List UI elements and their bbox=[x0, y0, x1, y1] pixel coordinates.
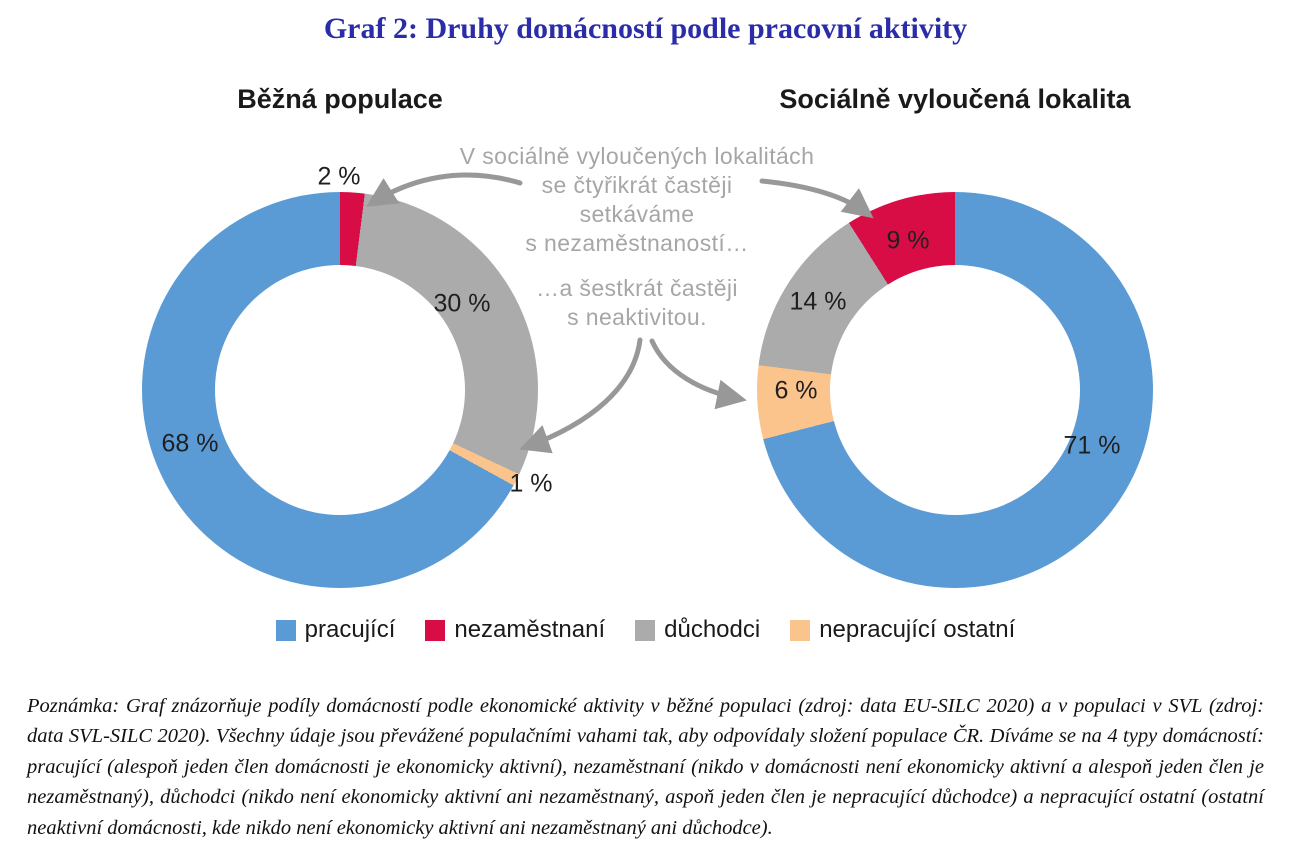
legend-item-nezamestnani bbox=[425, 616, 605, 644]
legend-item-duchodci bbox=[635, 616, 760, 644]
arrow-to-left-orange-slice-icon bbox=[526, 340, 640, 447]
arrow-to-right-orange-slice-icon bbox=[652, 341, 740, 399]
slice-label-right-pracujici: 71 % bbox=[1063, 431, 1121, 460]
chart-legend bbox=[0, 616, 1291, 644]
left-chart-title: Běžná populace bbox=[237, 84, 443, 114]
legend-swatch-blue-icon bbox=[276, 620, 296, 641]
right-chart-title: Sociálně vyloučená lokalita bbox=[779, 84, 1131, 114]
annotation-line: s nezaměstnaností… bbox=[525, 230, 749, 256]
slice-label-left-duchodci: 30 % bbox=[433, 289, 491, 318]
slice-label-left-pracujici: 68 % bbox=[161, 429, 219, 458]
legend-label: nepracující ostatní bbox=[819, 616, 1016, 643]
legend-label: nezaměstnaní bbox=[454, 616, 606, 643]
legend-item-pracujici bbox=[276, 616, 396, 644]
slice-label-right-duchodci: 14 % bbox=[789, 287, 847, 316]
legend-label: pracující bbox=[304, 616, 396, 643]
legend-label: důchodci bbox=[664, 616, 761, 643]
annotation-line: se čtyřikrát častěji bbox=[541, 172, 733, 198]
slice-label-right-nepracujici: 6 % bbox=[774, 376, 818, 405]
annotation-unemployment bbox=[397, 142, 877, 258]
legend-swatch-orange-icon bbox=[790, 620, 810, 641]
chart-main-title: Graf 2: Druhy domácností podle pracovní aktivity bbox=[323, 12, 968, 45]
slice-label-left-nezamestnani: 2 % bbox=[317, 162, 361, 191]
legend-swatch-red-icon bbox=[425, 620, 445, 641]
annotation-line: …a šestkrát častěji bbox=[536, 275, 738, 301]
annotation-line: setkáváme bbox=[579, 201, 695, 227]
legend-item-nepracujici-ostatni bbox=[790, 616, 1015, 644]
annotation-inactivity bbox=[397, 274, 877, 332]
slice-label-left-nepracujici: 1 % bbox=[509, 469, 553, 498]
legend-swatch-gray-icon bbox=[635, 620, 655, 641]
footnote: Poznámka: Graf znázorňuje podíly domácností podle ekonomické aktivity v běžné populaci (zdroj: data EU-SILC 2020) a v populaci v SVL (zdroj: data SVL-SILC 2020). Všechny údaje jsou převážené populačními vahami tak, aby odpovídaly složení populace ČR. Díváme se na 4 typy domácností: pracující (alespoň jeden člen domácnosti je ekonomicky aktivní), nezaměstnaní (nikdo v domácnosti není ekonomicky aktivní a alespoň jeden člen je nezaměstnaný), důchodci (nikdo není ekonomicky aktivní ani nezaměstnaný, aspoň jeden člen je nepracující důchodce) a nepracující ostatní (ostatní neaktivní domácnosti, kde nikdo není ekonomicky aktivní ani nezaměstnaný ani důchodce). bbox=[27, 694, 1264, 839]
annotation-line: V sociálně vyloučených lokalitách bbox=[459, 143, 815, 169]
slice-label-right-nezamestnani: 9 % bbox=[886, 226, 930, 255]
annotation-line: s neaktivitou. bbox=[567, 304, 707, 330]
